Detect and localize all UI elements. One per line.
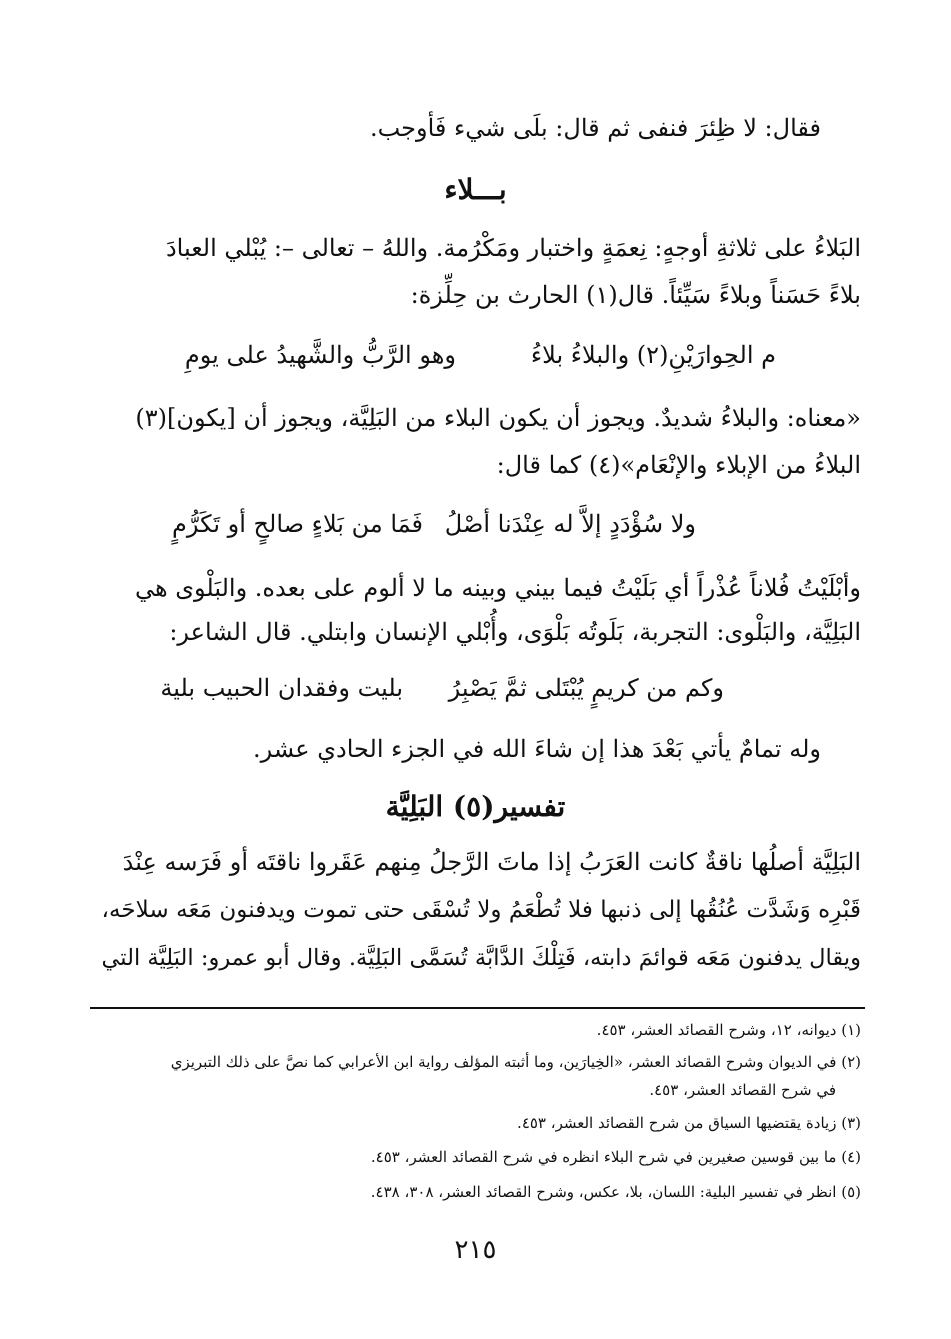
footnote-1: (١) ديوانه، ١٢، وشرح القصائد العشر، ٤٥٣. bbox=[596, 1021, 861, 1039]
footnote-2-line-2: في شرح القصائد العشر، ٤٥٣. bbox=[649, 1081, 836, 1099]
text-line: بلاءً حَسَناً وبلاءً سَيِّئاً. قال(١) الحارث بن حِلِّزة: bbox=[410, 281, 861, 309]
footnote-3: (٣) زيادة يقتضيها السياق من شرح القصائد العشر، ٤٥٣. bbox=[517, 1114, 861, 1132]
page-number: ٢١٥ bbox=[454, 1235, 497, 1265]
text-line: ويقال يدفنون مَعَه قوائمَ دابته، فَتِلْكَ الدَّابَّة تُسَمَّى البَلِيَّة. وقال أبو عمرو: البَلِيَّة التي bbox=[101, 945, 861, 971]
verse-hemistich-right: بليت وفقدان الحبيب بلية bbox=[160, 674, 403, 702]
section-heading-tafsir: تفسير(٥) البَلِيَّة bbox=[385, 790, 566, 823]
text-line: وأبْلَيْتُ فُلاناً عُذْراً أي بَلَيْتُ فيما بيني وبينه ما لا ألوم على بعده. والبَلْوى هي bbox=[134, 574, 861, 602]
verse-hemistich-right: وهو الرَّبُّ والشَّهيدُ على يومِ bbox=[184, 341, 456, 369]
verse-hemistich-left: م الحِوارَيْنِ(٢) والبلاءُ بلاءُ bbox=[530, 341, 776, 369]
text-line: قَبْرِه وَشَدَّت عُنُقُها إلى ذنبها فلا تُطْعَمُ ولا تُسْقَى حتى تموت ويدفنون مَعَه سلاحَه، bbox=[101, 897, 861, 923]
footnote-4: (٤) ما بين قوسين صغيرين في شرح البلاء انظره في شرح القصائد العشر، ٤٥٣. bbox=[370, 1148, 861, 1166]
verse-hemistich-left: وكم من كريمٍ يُبْتَلى ثمَّ يَصْبِرُ bbox=[448, 674, 724, 702]
footnote-divider bbox=[90, 1007, 865, 1009]
text-line: البَلاءُ على ثلاثةِ أوجهٍ: نِعمَةٍ واختبار ومَكْرُمة. واللهُ – تعالى –: يُبْلي العبادَ bbox=[165, 234, 861, 262]
verse-hemistich-right: فَمَا من بَلاءٍ صالحٍ أو تَكَرُّمٍ bbox=[171, 510, 423, 538]
text-line: فقال: لا ظِئرَ فنفى ثم قال: بلَى شيء فَأوجب. bbox=[369, 114, 821, 142]
footnote-5: (٥) انظر في تفسير البلية: اللسان، بلا، عكس، وشرح القصائد العشر، ٣٠٨، ٤٣٨. bbox=[370, 1183, 861, 1201]
text-line: وله تمامٌ يأتي بَعْدَ هذا إن شاءَ الله في الجزء الحادي عشر. bbox=[253, 735, 821, 763]
verse-hemistich-left: ولا سُؤْدَدٍ إلاَّ له عِنْدَنا أصْلُ bbox=[444, 510, 696, 538]
text-line: البَلِيَّة أصلُها ناقةٌ كانت العَرَبُ إذا ماتَ الرَّجلُ مِنهم عَقَروا ناقتَه أو فَرَسه عِنْدَ bbox=[122, 848, 861, 876]
text-line: «معناه: والبلاءُ شديدٌ. ويجوز أن يكون البلاء من البَلِيَّة، ويجوز أن [يكون](٣) bbox=[135, 404, 861, 432]
text-line: البلاءُ من الإبلاء والإنْعَام»(٤) كما قال: bbox=[496, 451, 861, 479]
text-line: البَلِيَّة، والبَلْوى: التجربة، بَلَوتُه بَلْوَى، وأُبْلي الإنسان وابتلي. قال الشاعر: bbox=[169, 618, 861, 646]
section-heading-bala: بـــلاء bbox=[444, 173, 507, 206]
footnote-2-line-1: (٢) في الديوان وشرح القصائد العشر، «الخِيارَين، وما أثبته المؤلف رواية ابن الأعرابي كما نصَّ على ذلك التبريزي bbox=[170, 1053, 861, 1071]
